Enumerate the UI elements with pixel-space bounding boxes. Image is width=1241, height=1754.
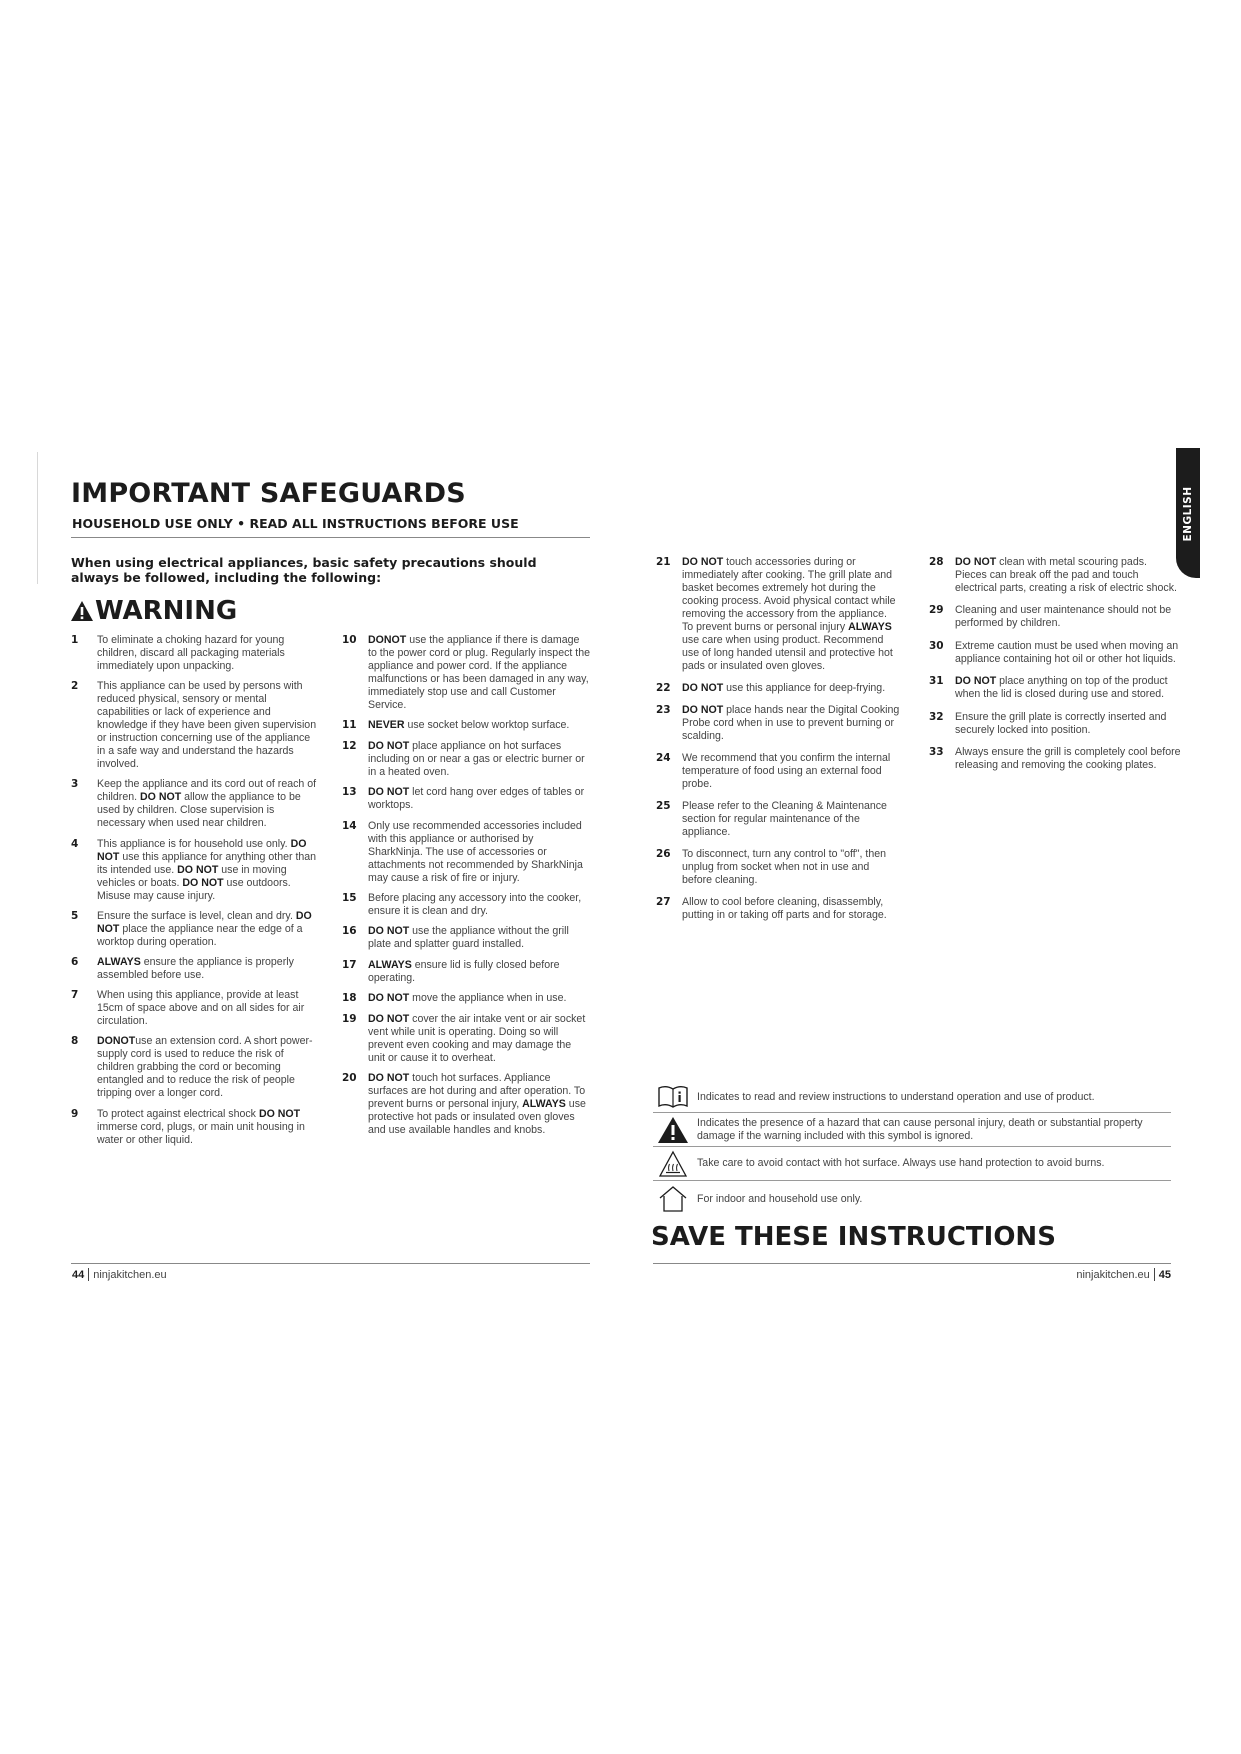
safeguard-item-14: 14 Only use recommended accessories included with this appliance or authorised by SharkNinja. The use of accessories or attachments not recommended by SharkNinja may cause a risk of fire or injury.	[342, 819, 583, 884]
page-number-left: 44	[72, 1268, 85, 1281]
legend-row-indoor-use	[653, 1181, 1171, 1217]
footer-left	[72, 1268, 167, 1281]
safeguard-item-20: 20 DO NOT touch hot surfaces. Appliance surfaces are hot during and after operation. To prevent burns or personal injury, ALWAYS use protective hot pads or insulated oven gloves and use available handles and knobs.	[342, 1071, 586, 1136]
safeguard-item-30: 30 Extreme caution must be used when moving an appliance containing hot oil or other hot liquids.	[929, 639, 1179, 665]
safeguard-item-25: 25 Please refer to the Cleaning & Maintenance section for regular maintenance of the appliance.	[656, 800, 887, 838]
safeguard-item-1: 1 To eliminate a choking hazard for young children, discard all packaging materials immediately upon unpacking.	[71, 634, 285, 672]
footer-website-right: ninjakitchen.eu	[1076, 1268, 1150, 1281]
header-divider	[71, 537, 590, 538]
legend-text: Take care to avoid contact with hot surface. Always use hand protection to avoid burns.	[697, 1157, 1105, 1170]
safeguard-item-21: 21 DO NOT touch accessories during or immediately after cooking. The grill plate and basket becomes extremely hot during the cooking process. Avoid physical contact while removing the accessory from the appliance. To prevent burns or personal injury ALWAYS use care when using product. Recommend use of long handed utensil and protective hot pads or insulated oven gloves.	[656, 556, 896, 672]
footer-separator	[1154, 1268, 1155, 1281]
safeguard-item-13: 13 DO NOT let cord hang over edges of tables or worktops.	[342, 786, 585, 812]
legend-row-hazard	[653, 1113, 1171, 1147]
safeguards-column-2	[342, 634, 590, 1144]
legend-text: Indicates the presence of a hazard that can cause personal injury, death or substantial property damage if the warning included with this symbol is ignored.	[697, 1117, 1143, 1142]
safeguard-item-23: 23 DO NOT place hands near the Digital Cooking Probe cord when in use to prevent burning or scalding.	[656, 704, 900, 742]
symbol-legend	[653, 1082, 1171, 1217]
safeguard-item-27: 27 Allow to cool before cleaning, disassembly, putting in or taking off parts and for storage.	[656, 896, 887, 921]
safeguard-item-19: 19 DO NOT cover the air intake vent or air socket vent while unit is operating. Doing so will prevent even cooking and may damage the unit or cause it to overheat.	[342, 1012, 586, 1064]
footer-divider-right	[653, 1263, 1171, 1264]
safeguard-item-10: 10 DONOT use the appliance if there is damage to the power cord or plug. Regularly inspect the appliance and power cord. If the appliance malfunctions or has been damaged in any way, immediately stop use and call Customer Service.	[342, 634, 591, 711]
safeguard-item-2: 2 This appliance can be used by persons with reduced physical, sensory or mental capabilities or lack of experience and knowledge if they have been given supervision or instruction concerning use of the appliance in a safe way and understand the hazards involved.	[71, 680, 317, 771]
safeguard-item-7: 7 When using this appliance, provide at least 15cm of space above and on all sides for air circulation.	[71, 989, 305, 1028]
legend-row-hot-surface	[653, 1147, 1171, 1181]
footer-separator	[88, 1268, 89, 1281]
safeguards-column-4	[929, 556, 1181, 781]
warning-heading	[70, 596, 237, 626]
safeguard-item-22: 22 DO NOT use this appliance for deep-frying.	[656, 682, 886, 694]
language-tab-label: ENGLISH	[1182, 486, 1194, 542]
indoor-use-icon	[653, 1185, 693, 1213]
left-margin-rule	[37, 452, 38, 584]
safeguard-item-32: 32 Ensure the grill plate is correctly inserted and securely locked into position.	[929, 710, 1167, 736]
safeguard-item-15: 15 Before placing any accessory into the cooker, ensure it is clean and dry.	[342, 891, 582, 917]
legend-text: For indoor and household use only.	[697, 1192, 863, 1205]
intro-text: When using electrical appliances, basic safety precautions should always be followed, including the following:	[71, 555, 537, 585]
safeguard-item-24: 24 We recommend that you confirm the internal temperature of food using an external food probe.	[656, 752, 891, 790]
safeguard-item-33: 33 Always ensure the grill is completely cool before releasing and removing the cooking plates.	[929, 745, 1181, 771]
safeguard-item-31: 31 DO NOT place anything on top of the product when the lid is closed during use and stored.	[929, 675, 1168, 701]
warning-label: WARNING	[95, 596, 238, 626]
safeguards-column-3	[656, 556, 900, 931]
safeguard-item-5: 5 Ensure the surface is level, clean and dry. DO NOT place the appliance near the edge of a worktop during operation.	[71, 909, 312, 948]
hazard-warning-icon	[653, 1116, 693, 1144]
safeguard-item-8: 8 DONOTuse an extension cord. A short power-supply cord is used to reduce the risk of children grabbing the cord or becoming entangled and to reduce the risk of people tripping over a longer cord.	[71, 1035, 313, 1100]
safeguard-item-9: 9 To protect against electrical shock DO NOT immerse cord, plugs, or main unit housing in water or other liquid.	[71, 1107, 305, 1146]
safeguard-item-12: 12 DO NOT place appliance on hot surfaces including on or near a gas or electric burner or in a heated oven.	[342, 739, 585, 778]
safeguard-item-18: 18 DO NOT move the appliance when in use.	[342, 992, 567, 1005]
language-tab	[1176, 448, 1200, 578]
safeguard-item-4: 4 This appliance is for household use only. DO NOT use this appliance for anything other than its intended use. DO NOT use in moving vehicles or boats. DO NOT use outdoors. Misuse may cause injury.	[71, 837, 317, 902]
safeguards-column-1	[71, 634, 321, 1154]
safeguard-item-28: 28 DO NOT clean with metal scouring pads. Pieces can break off the pad and touch electrical parts, creating a risk of electric shock.	[929, 556, 1177, 594]
warning-triangle-icon	[70, 600, 94, 622]
legend-row-read-instructions	[653, 1082, 1171, 1113]
page-number-right: 45	[1158, 1268, 1171, 1281]
footer-right	[1076, 1268, 1171, 1281]
safeguard-item-17: 17 ALWAYS ensure lid is fully closed before operating.	[342, 958, 560, 984]
hot-surface-icon	[653, 1150, 693, 1178]
safeguard-item-16: 16 DO NOT use the appliance without the grill plate and splatter guard installed.	[342, 925, 569, 951]
footer-website-left: ninjakitchen.eu	[93, 1268, 167, 1281]
page-subtitle: HOUSEHOLD USE ONLY • READ ALL INSTRUCTIONS BEFORE USE	[72, 516, 519, 531]
read-instructions-icon	[653, 1085, 693, 1109]
safeguard-item-26: 26 To disconnect, turn any control to "off", then unplug from socket when not in use and before cleaning.	[656, 848, 887, 886]
safeguard-item-29: 29 Cleaning and user maintenance should not be performed by children.	[929, 604, 1172, 630]
save-instructions-heading: SAVE THESE INSTRUCTIONS	[651, 1222, 1056, 1252]
page-title: IMPORTANT SAFEGUARDS	[71, 478, 466, 509]
footer-divider-left	[71, 1263, 590, 1264]
safeguard-item-6: 6 ALWAYS ensure the appliance is properly assembled before use.	[71, 955, 294, 981]
legend-text: Indicates to read and review instructions to understand operation and use of product.	[697, 1090, 1095, 1103]
safeguard-item-11: 11 NEVER use socket below worktop surface.	[342, 719, 570, 732]
safeguard-item-3: 3 Keep the appliance and its cord out of reach of children. DO NOT allow the appliance to be used by children. Close supervision is necessary when used near children.	[71, 778, 317, 830]
